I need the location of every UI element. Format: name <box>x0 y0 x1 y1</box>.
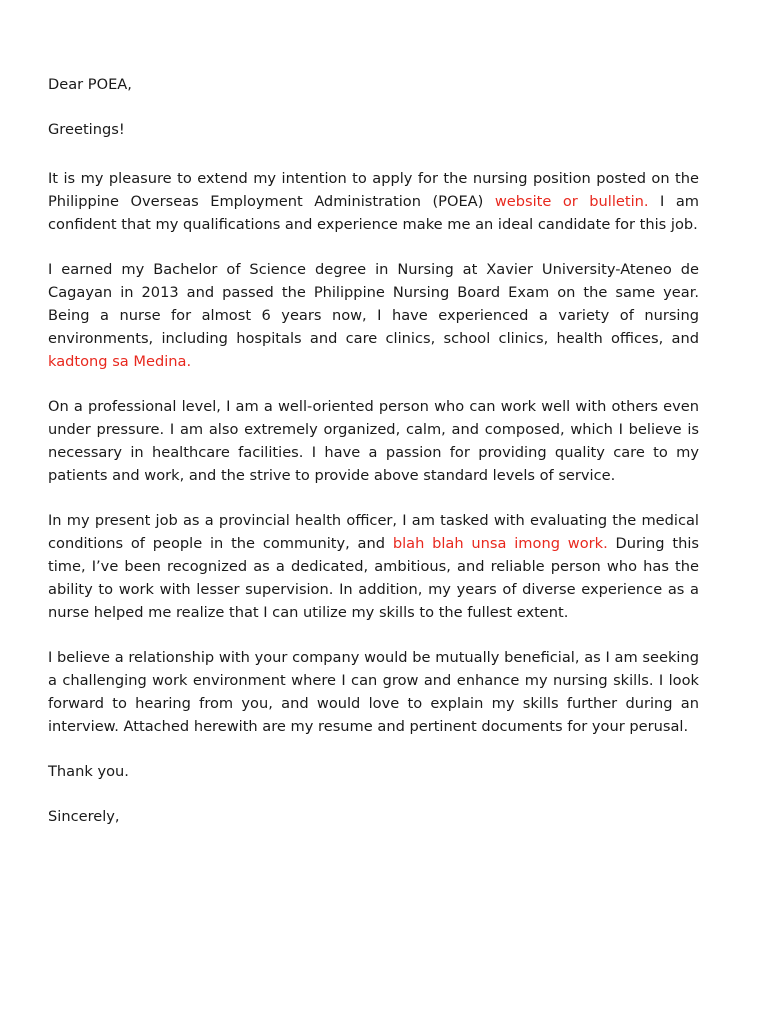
salutation: Dear POEA, <box>48 76 132 93</box>
thanks-line: Thank you. <box>48 763 129 780</box>
paragraph-education <box>48 258 699 373</box>
paragraph-intention-text-b: I am confident that my qualifications and experience make me an ideal candidate for this job. <box>48 193 699 233</box>
paragraph-intention-text-a: It is my pleasure to extend my intention to apply for the nursing position posted on the Philippine Overseas Employment Administration (POEA) <box>48 170 699 210</box>
paragraph-present-job-text-a: In my present job as a provincial health officer, I am tasked with evaluating the medical conditions of people in the community, and <box>48 512 699 552</box>
paragraph-professional: On a professional level, I am a well-oriented person who can work well with others even under pressure. I am also extremely organized, calm, and composed, which I believe is necessary in healthcare facilities. I have a passion for providing quality care to my patients and work, and the strive to provide above standard levels of service. <box>48 398 699 484</box>
paragraph-intention <box>48 167 699 236</box>
paragraph-present-job-text-b: During this time, I’ve been recognized as a dedicated, ambitious, and reliable person who has the ability to work with lesser supervision. In addition, my years of diverse experience as a nurse helped me realize that I can utilize my skills to the fullest extent. <box>48 535 699 621</box>
greeting: Greetings! <box>48 121 125 138</box>
highlight-medina: kadtong sa Medina. <box>48 353 192 370</box>
paragraph-present-job <box>48 509 699 624</box>
paragraph-education-text: I earned my Bachelor of Science degree in Nursing at Xavier University-Ateneo de Cagayan in 2013 and passed the Philippine Nursing Board Exam on the same year. Being a nurse for almost 6 years now, I have experienced a variety of nursing environments, including hospitals and care clinics, school clinics, health offices, and <box>48 261 699 347</box>
letter-body <box>48 73 699 850</box>
closing-line: Sincerely, <box>48 808 120 825</box>
highlight-work-placeholder: blah blah unsa imong work. <box>392 535 608 552</box>
paragraph-relationship: I believe a relationship with your company would be mutually beneficial, as I am seeking a challenging work environment where I can grow and enhance my nursing skills. I look forward to hearing from you, and would love to explain my skills further during an interview. Attached herewith are my resume and pertinent documents for your perusal. <box>48 649 699 735</box>
highlight-website-or-bulletin: website or bulletin. <box>494 193 649 210</box>
